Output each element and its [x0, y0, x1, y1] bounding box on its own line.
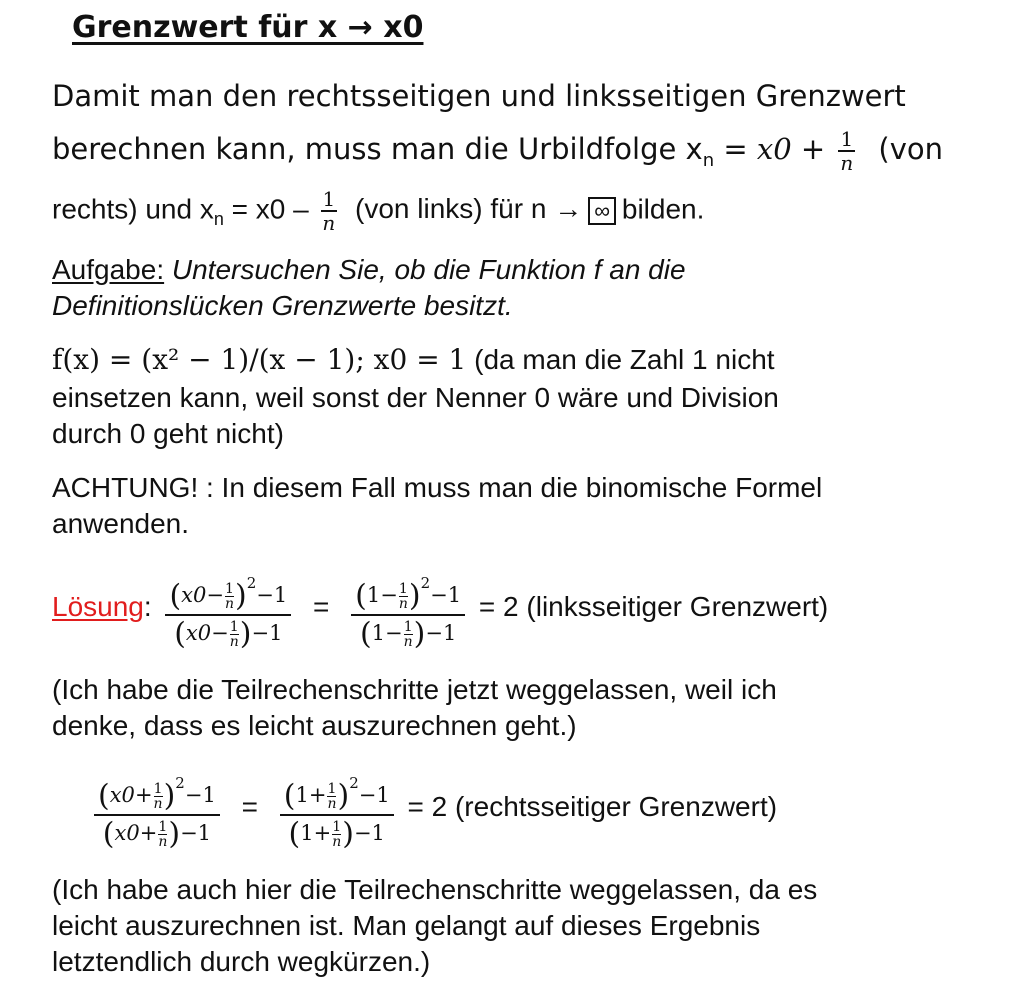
left-limit-formula — [52, 566, 828, 651]
left-limit-result: = 2 (linksseitiger Grenzwert) — [478, 590, 829, 622]
note2-line-3: letztendlich durch wegkürzen.) — [52, 946, 431, 977]
warning-line-1: ACHTUNG! : In diesem Fall muss man die binomische Formel — [52, 472, 823, 503]
fraction-denominator: n — [840, 151, 854, 175]
equals-sign: = — [313, 590, 330, 622]
intro-line-3-end: bilden. — [621, 193, 705, 225]
equals-sign: = — [714, 132, 757, 166]
note2-line-2: leicht auszurechnen ist. Man gelangt auf dieses Ergebnis — [52, 910, 761, 941]
function-line-1-rest: (da man die Zahl 1 nicht — [466, 344, 775, 375]
from-right-text: (von — [878, 132, 943, 166]
x0-symbol: x0 — [756, 132, 792, 166]
function-line-1 — [52, 342, 775, 378]
left-fraction-2: (1− $\frac{1}{n}$ )$^2$−1 (1− $\frac{1}{n}$ )−1 — [351, 566, 465, 651]
equals-sign: = — [241, 790, 258, 822]
warning-line-2: anwenden. — [52, 508, 190, 539]
from-left-text: (von links) für n → — [355, 193, 583, 225]
right-fraction-2: (1+ $\frac{1}{n}$ )$^2$−1 (1+ $\frac{1}{n}$ )−1 — [280, 766, 394, 851]
equals-minus: = x0 – — [223, 193, 317, 225]
fraction-one-over-n — [838, 128, 855, 174]
task-text-1: Untersuchen Sie, ob die Funktion f an die — [164, 254, 686, 285]
task-label: Aufgabe: — [52, 254, 165, 285]
note-line-2: denke, dass es leicht auszurechnen geht.) — [52, 710, 577, 741]
plus-sign: + — [791, 132, 835, 166]
infinity-box: ∞ — [588, 197, 616, 225]
intro-line-2-text: berechnen kann, muss man die Urbildfolge x — [52, 132, 703, 166]
function-line-3: durch 0 geht nicht) — [52, 418, 284, 449]
fraction-one-over-n — [321, 188, 338, 234]
intro-line-2 — [52, 128, 943, 179]
right-limit-result: = 2 (rechtsseitiger Grenzwert) — [407, 790, 778, 822]
task-line-1 — [52, 252, 686, 288]
subscript-n: n — [213, 208, 224, 229]
subscript-n: n — [702, 149, 715, 171]
intro-line-3-start: rechts) und x — [52, 193, 214, 225]
fraction-numerator: 1 — [840, 127, 854, 151]
function-formula: f(x) = (x² − 1)/(x − 1); x0 = 1 — [52, 343, 467, 376]
note2-line-1: (Ich habe auch hier die Teilrechenschritte weggelassen, da es — [52, 874, 818, 905]
function-line-2: einsetzen kann, weil sonst der Nenner 0 wäre und Division — [52, 382, 779, 413]
intro-line-3 — [52, 188, 704, 237]
fraction-denominator: n — [322, 211, 336, 235]
right-limit-formula — [88, 766, 777, 851]
task-line-2: Definitionslücken Grenzwerte besitzt. — [52, 290, 513, 321]
fraction-numerator: 1 — [322, 187, 336, 211]
page-title: Grenzwert für x → x0 — [72, 10, 424, 45]
note-line-1: (Ich habe die Teilrechenschritte jetzt weggelassen, weil ich — [52, 674, 777, 705]
intro-line-1: Damit man den rechtsseitigen und linksseitigen Grenzwert — [52, 79, 906, 113]
solution-colon: : — [143, 590, 152, 622]
left-fraction-1: (x0− $\frac{1}{n}$ )$^2$−1 (x0− $\frac{1}{n}$ )−1 — [165, 566, 291, 651]
solution-label: Lösung — [52, 590, 144, 622]
right-fraction-1: (x0+ $\frac{1}{n}$ )$^2$−1 (x0+ $\frac{1}{n}$ )−1 — [94, 766, 220, 851]
